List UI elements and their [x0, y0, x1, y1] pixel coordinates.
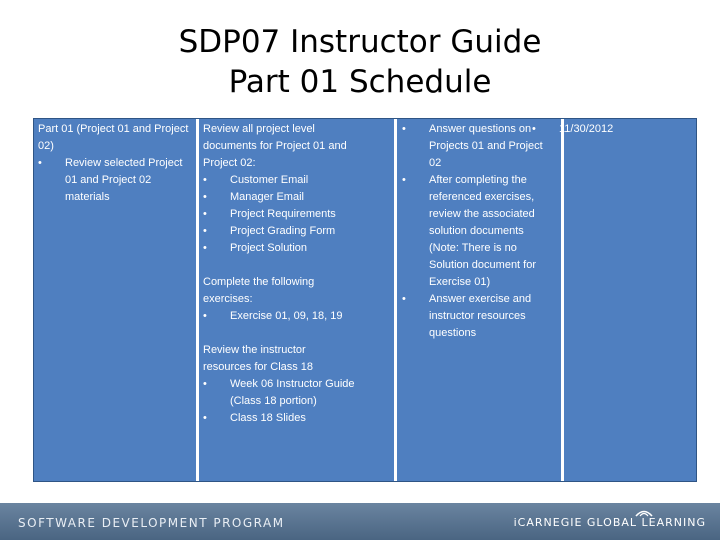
cell-text-line: Project 02:	[203, 157, 256, 169]
bullet-icon: •	[203, 191, 207, 203]
cell-text-line: 01 and Project 02	[65, 174, 152, 186]
cell-text-line: resources for Class 18	[203, 361, 314, 373]
bullet-item: • Manager Email	[203, 189, 355, 206]
cell-text-line: Review all project level	[203, 123, 315, 135]
cell-text-line: instructor resources	[429, 310, 526, 322]
cell-text-line: exercises:	[203, 293, 253, 305]
cell-text-line: (Class 18 portion)	[230, 395, 317, 407]
table-cell-date	[564, 119, 696, 481]
bullet-item: • Exercise 01, 09, 18, 19	[203, 308, 355, 325]
bullet-icon: •	[532, 123, 536, 135]
cell-text-line: Exercise 01)	[429, 276, 491, 288]
bullet-item: • After completing the	[402, 172, 543, 189]
bullet-item: • Customer Email	[203, 172, 355, 189]
cell-text-line: Review the instructor	[203, 344, 306, 356]
cell-text-line: referenced exercises,	[429, 191, 535, 203]
bullet-item: • Project Requirements	[203, 206, 355, 223]
title-line-1: SDP07 Instructor Guide	[178, 24, 542, 60]
schedule-table	[33, 118, 697, 482]
cell-activities-text	[203, 121, 355, 427]
bullet-item: • Answer exercise and	[402, 291, 543, 308]
bullet-item: • Review selected Project	[38, 155, 188, 172]
cell-text-line: questions	[429, 327, 477, 339]
bullet-item: • Answer questions on	[402, 121, 543, 138]
cell-text-line: review the associated	[429, 208, 535, 220]
footer-bar	[0, 503, 720, 540]
bullet-icon: •	[203, 310, 207, 322]
bullet-icon: •	[38, 157, 42, 169]
bullet-icon: •	[203, 242, 207, 254]
cell-text-line: Projects 01 and Project	[429, 140, 543, 152]
slide-title	[0, 22, 720, 102]
cell-text-line: solution documents	[429, 225, 524, 237]
bullet-item: • Week 06 Instructor Guide	[203, 376, 355, 393]
footer-brand-label: iCARNEGIE GLOBAL LEARNING	[513, 516, 706, 529]
bullet-icon: •	[402, 123, 406, 135]
cell-text-line: 02	[429, 157, 442, 169]
cell-tasks-text	[402, 121, 543, 342]
cell-text-line: Part 01 (Project 01 and Project	[38, 123, 189, 135]
bullet-item: • Project Solution	[203, 240, 355, 257]
cell-text-line: documents for Project 01 and	[203, 140, 347, 152]
bullet-icon: •	[203, 225, 207, 237]
bullet-icon: •	[402, 293, 406, 305]
cell-part-text	[38, 121, 188, 206]
bullet-icon: •	[402, 174, 406, 186]
cell-text-line: Complete the following	[203, 276, 315, 288]
cell-text-line: (Note: There is no	[429, 242, 517, 254]
footer-program-label: SOFTWARE DEVELOPMENT PROGRAM	[18, 516, 285, 530]
cell-date-text	[532, 121, 613, 138]
bullet-icon: •	[203, 208, 207, 220]
cell-text-line: materials	[65, 191, 110, 203]
bullet-item	[532, 121, 613, 138]
cell-text-line: 02)	[38, 140, 54, 152]
title-line-2: Part 01 Schedule	[228, 64, 492, 100]
bullet-icon: •	[203, 174, 207, 186]
cell-text-line: Solution document for	[429, 259, 537, 271]
bullet-item: • Project Grading Form	[203, 223, 355, 240]
date-value: 11/30/2012	[559, 123, 614, 135]
bullet-icon: •	[203, 412, 207, 424]
bullet-icon: •	[203, 378, 207, 390]
bullet-item: • Class 18 Slides	[203, 410, 355, 427]
